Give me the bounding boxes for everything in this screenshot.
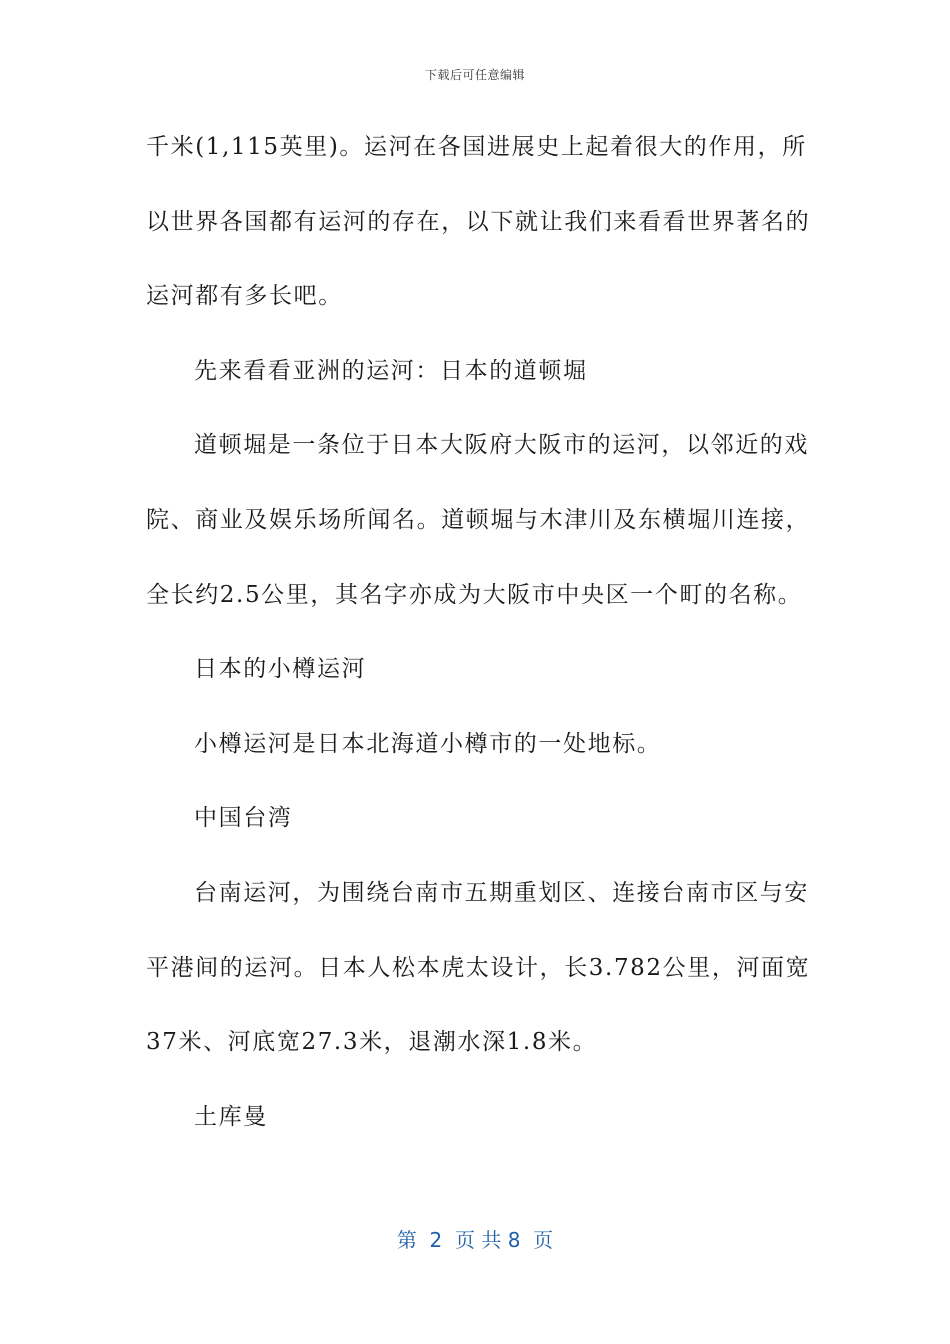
text-line: 运河都有多长吧。	[146, 283, 343, 310]
text-line: 小樽运河是日本北海道小樽市的一处地标。	[194, 730, 662, 757]
text-line: 台南运河，为围绕台南市五期重划区、连接台南市区与安	[194, 879, 809, 906]
section-heading: 日本的小樽运河	[194, 656, 367, 683]
section-heading: 先来看看亚洲的运河：日本的道顿堀	[194, 357, 588, 384]
document-body	[146, 118, 811, 1162]
text-line: 全长约2.5公里，其名字亦成为大阪市中央区一个町的名称。	[146, 581, 803, 608]
section-heading: 土库曼	[194, 1103, 268, 1130]
text-line: 道顿堀是一条位于日本大阪府大阪市的运河，以邻近的戏	[194, 432, 809, 459]
text-line: 千米(1,115英里)。运河在各国进展史上起着很大的作用，所	[146, 134, 807, 160]
section-heading: 中国台湾	[194, 805, 293, 832]
text-line: 37米、河底宽27.3米，退潮水深1.8米。	[146, 1029, 598, 1056]
page-number: 第 2 页 共 8 页	[396, 1228, 554, 1252]
text-line: 以世界各国都有运河的存在，以下就让我们来看看世界著名的	[146, 208, 811, 235]
text-line: 院、商业及娱乐场所闻名。道顿堀与木津川及东横堀川连接，	[146, 506, 811, 533]
text-line: 平港间的运河。日本人松本虎太设计，长3.782公里，河面宽	[146, 954, 811, 981]
header-note: 下载后可任意编辑	[424, 68, 525, 82]
